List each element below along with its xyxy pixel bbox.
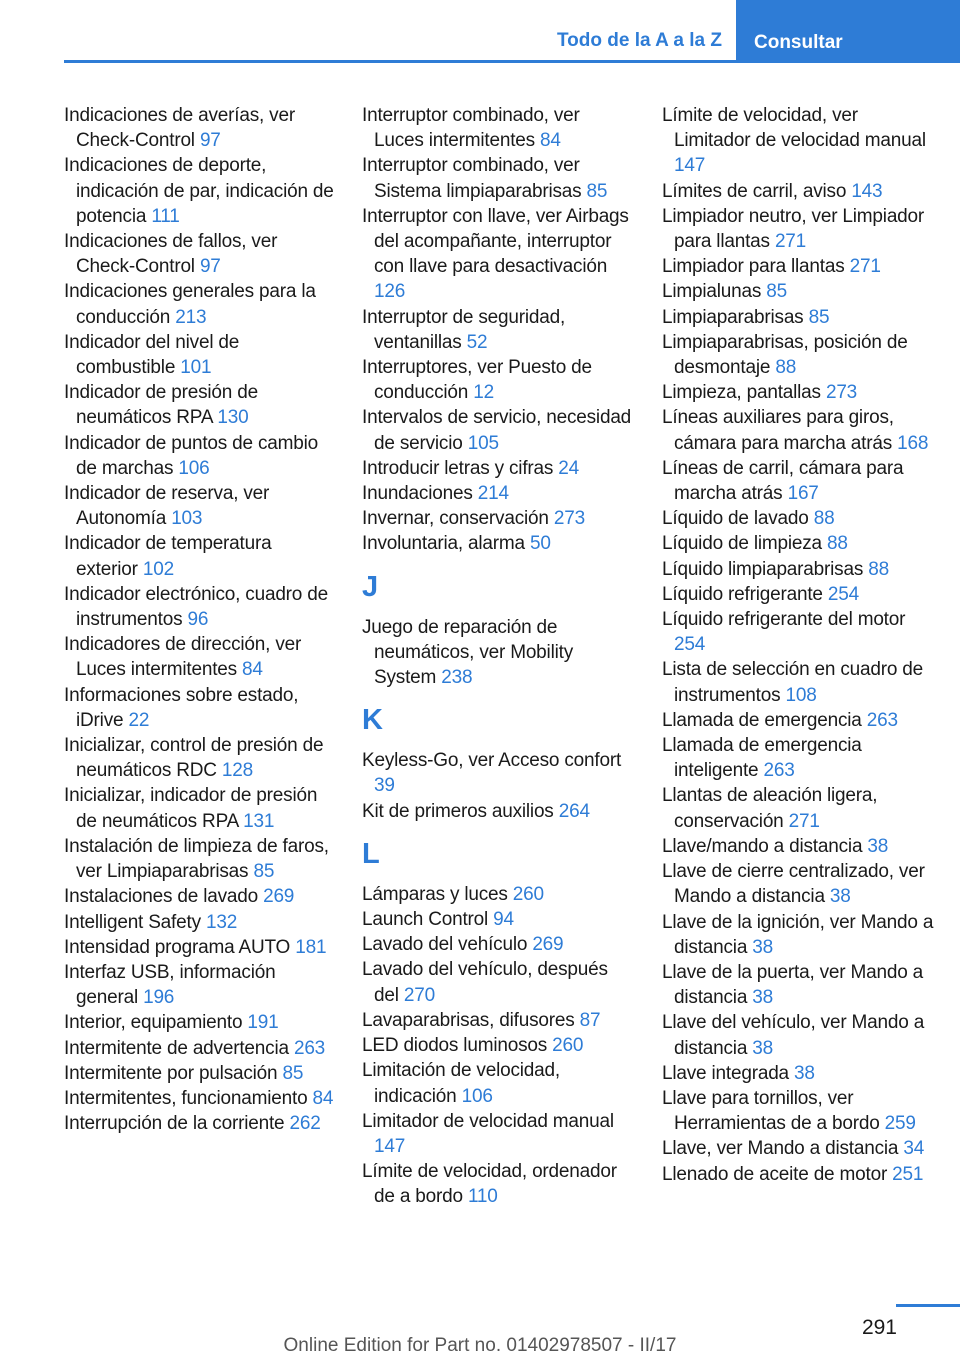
index-entry	[662, 1061, 934, 1086]
page-reference-link[interactable]: 110	[467, 1186, 498, 1208]
page-reference-link[interactable]: 52	[466, 331, 488, 353]
index-entry	[662, 1010, 934, 1060]
index-entry	[662, 834, 934, 859]
index-entry-text: Interruptor con llave, ver Airbags del acompañante, interruptor con llave para desactivación	[362, 205, 629, 278]
index-entry	[662, 960, 934, 1010]
page-reference-link[interactable]: 132	[205, 911, 238, 933]
page-reference-link[interactable]: 214	[477, 483, 509, 505]
index-entry-text: Intermitente de advertencia	[64, 1037, 289, 1059]
index-entry	[362, 1033, 634, 1058]
index-entry-text: Limpiaparabrisas	[662, 306, 804, 328]
page-reference-link[interactable]: 254	[674, 634, 706, 656]
index-entry	[362, 405, 634, 455]
page-reference-link[interactable]: 85	[253, 861, 275, 883]
index-entry	[64, 103, 336, 153]
index-entry	[362, 153, 634, 203]
index-entry-text: Indicaciones de fallos, ver Check-Control	[64, 231, 278, 278]
index-entry	[662, 279, 934, 304]
index-entry-text: Intermitente por pulsación	[64, 1062, 278, 1084]
index-entry	[64, 884, 336, 909]
page-reference-link[interactable]: 34	[903, 1138, 925, 1160]
index-entry-text: LED diodos luminosos	[362, 1035, 548, 1057]
index-entry	[662, 859, 934, 909]
index-entry-text: Introducir letras y cifras	[362, 457, 554, 479]
index-entry-text: Líneas de carril, cámara para marcha atrás	[662, 457, 904, 505]
index-entry	[362, 1008, 634, 1033]
index-entry-text: Llamada de emergencia	[662, 709, 862, 731]
page-reference-link[interactable]: 50	[529, 533, 551, 555]
page-reference-link[interactable]: 101	[180, 357, 212, 379]
page-reference-link[interactable]: 22	[128, 709, 150, 731]
page-reference-link[interactable]: 213	[175, 306, 207, 328]
page-reference-link[interactable]: 191	[247, 1012, 279, 1034]
index-entry-text: Líquido de limpieza	[662, 533, 822, 555]
index-entry	[362, 305, 634, 355]
index-entry-text: Llamada de emergencia inteligente	[662, 735, 862, 782]
index-entry-text: Indicador electrónico, cuadro de instrumentos	[64, 583, 328, 631]
index-entry-text: Llantas de aleación ligera, conservación	[662, 785, 878, 832]
index-entry-text: Llave del vehículo, ver Mando a distancia	[662, 1012, 925, 1059]
page-reference-link[interactable]: 181	[295, 936, 327, 958]
index-entry	[362, 481, 634, 506]
index-entry-text: Limpiador neutro, ver Limpiador para llantas	[662, 205, 925, 253]
index-entry-text: Indicador de presión de neumáticos RPA	[64, 382, 258, 429]
index-entry	[64, 733, 336, 783]
index-entry	[362, 748, 634, 798]
page-reference-link[interactable]: 128	[221, 760, 254, 782]
page-reference-link[interactable]: 167	[787, 483, 819, 505]
page-reference-link[interactable]: 254	[827, 583, 859, 605]
page-reference-link[interactable]: 251	[892, 1163, 924, 1185]
page-reference-link[interactable]: 102	[142, 558, 174, 580]
index-entry	[662, 531, 934, 556]
page-reference-link[interactable]: 38	[752, 936, 774, 958]
index-entry-text: Interruptores, ver Puesto de conducción	[362, 357, 592, 404]
index-entry-text: Llave/mando a distancia	[662, 835, 863, 857]
index-entry-text: Keyless-Go, ver Acceso confort	[362, 750, 622, 772]
index-entry-text: Limpieza, pantallas	[662, 382, 821, 404]
index-entry	[64, 582, 336, 632]
page-number-rule	[896, 1304, 960, 1307]
index-entry	[64, 632, 336, 682]
index-entry	[662, 582, 934, 607]
page-reference-link[interactable]: 38	[829, 886, 851, 908]
index-entry	[362, 1159, 634, 1209]
page-reference-link[interactable]: 85	[586, 180, 608, 202]
index-entry-text: Líquido limpiaparabrisas	[662, 558, 864, 580]
index-entry	[662, 103, 934, 179]
index-entry-text: Lámparas y luces	[362, 883, 508, 905]
index-entry	[64, 153, 336, 229]
index-entry	[64, 783, 336, 833]
index-entry-text: Límite de velocidad, ver Limitador de velocidad manual	[662, 105, 926, 152]
index-entry-text: Indicaciones de deporte, indicación de par, indicación de potencia	[64, 155, 334, 227]
index-entry-text: Interrupción de la corriente	[64, 1113, 285, 1135]
page-reference-link[interactable]: 38	[752, 1037, 774, 1059]
index-entry-text: Interruptor de seguridad, ventanillas	[362, 306, 566, 353]
index-entry	[362, 957, 634, 1007]
index-entry	[362, 615, 634, 691]
index-entry-text: Inicializar, indicador de presión de neumáticos RPA	[64, 785, 318, 832]
page-reference-link[interactable]: 38	[752, 987, 774, 1009]
index-entry	[64, 229, 336, 279]
page-reference-link[interactable]: 270	[403, 984, 435, 1006]
index-entry-text: Limpialunas	[662, 281, 762, 303]
index-entry	[64, 1061, 336, 1086]
index-entry	[662, 557, 934, 582]
index-entry	[362, 907, 634, 932]
index-entry-text: Kit de primeros auxilios	[362, 800, 554, 822]
index-entry-text: Llave para tornillos, ver Herramientas de a bordo	[662, 1087, 880, 1135]
index-entry-text: Inicializar, control de presión de neumáticos RDC	[64, 735, 324, 782]
index-entry	[64, 1010, 336, 1035]
index-entry-text: Juego de reparación de neumáticos, ver Mobility System	[362, 616, 573, 689]
index-entry	[662, 506, 934, 531]
page-reference-link[interactable]: 269	[263, 886, 295, 908]
index-entry	[362, 531, 634, 556]
index-entry-text: Indicador de reserva, ver Autonomía	[64, 483, 270, 530]
page-reference-link[interactable]: 38	[794, 1062, 815, 1084]
page-reference-link[interactable]: 24	[558, 457, 580, 479]
index-entry	[362, 456, 634, 481]
page-reference-link[interactable]: 131	[243, 810, 275, 832]
index-entry	[64, 380, 336, 430]
index-entry	[64, 330, 336, 380]
index-entry	[662, 330, 934, 380]
index-entry	[64, 960, 336, 1010]
index-entry	[662, 783, 934, 833]
index-entry-text: Lista de selección en cuadro de instrumentos	[662, 659, 924, 706]
index-entry	[362, 355, 634, 405]
page-reference-link[interactable]: 39	[374, 775, 395, 797]
index-entry	[64, 1111, 336, 1136]
page-reference-link[interactable]: 263	[293, 1037, 326, 1059]
page-reference-link[interactable]: 108	[785, 684, 817, 706]
index-entry-text: Líneas auxiliares para giros, cámara para marcha atrás	[662, 407, 894, 454]
index-entry-text: Llave de la puerta, ver Mando a distancia	[662, 961, 924, 1009]
page-reference-link[interactable]: 87	[579, 1009, 601, 1031]
index-entry-text: Límites de carril, aviso	[662, 180, 847, 202]
index-entry-text: Indicador del nivel de combustible	[64, 331, 240, 379]
index-entry	[662, 254, 934, 279]
index-entry-text: Informaciones sobre estado, iDrive	[64, 684, 299, 731]
index-entry	[662, 380, 934, 405]
index-entry	[362, 1109, 634, 1159]
index-entry-text: Limitador de velocidad manual	[362, 1110, 614, 1132]
page-reference-link[interactable]: 262	[289, 1113, 321, 1135]
index-entry-text: Interfaz USB, información general	[64, 961, 276, 1009]
page-reference-link[interactable]: 271	[849, 256, 881, 278]
index-entry-text: Límite de velocidad, ordenador de a bordo	[362, 1161, 617, 1208]
index-entry	[64, 481, 336, 531]
index-entry	[362, 1058, 634, 1108]
page-reference-link[interactable]: 85	[808, 306, 830, 328]
footer-edition: Online Edition for Part no. 01402978507 - II/17	[283, 1335, 677, 1356]
page-reference-link[interactable]: 168	[897, 432, 929, 454]
page-reference-link[interactable]: 263	[763, 760, 795, 782]
index-entry	[362, 882, 634, 907]
page-reference-link[interactable]: 96	[187, 609, 209, 631]
index-entry-text: Limpiaparabrisas, posición de desmontaje	[662, 331, 908, 379]
index-entry	[64, 1036, 336, 1061]
index-entry-text: Líquido refrigerante	[662, 583, 823, 605]
index-entry-text: Lavado del vehículo, después del	[362, 959, 608, 1006]
page-reference-link[interactable]: 263	[866, 709, 898, 731]
index-entry	[64, 279, 336, 329]
index-entry	[64, 1086, 336, 1111]
index-entry	[662, 179, 934, 204]
index-column-2	[362, 103, 634, 1210]
page-reference-link[interactable]: 88	[775, 357, 797, 379]
page-reference-link[interactable]: 147	[674, 155, 706, 177]
page-reference-link[interactable]: 143	[851, 180, 883, 202]
index-entry-text: Limitación de velocidad, indicación	[362, 1060, 560, 1107]
index-entry	[362, 506, 634, 531]
index-entry	[64, 683, 336, 733]
page-reference-link[interactable]: 97	[199, 130, 221, 152]
index-entry	[362, 103, 634, 153]
page-reference-link[interactable]: 259	[884, 1113, 916, 1135]
index-entry	[64, 910, 336, 935]
index-entry	[662, 405, 934, 455]
index-column-1	[64, 103, 336, 1136]
page-reference-link[interactable]: 84	[242, 659, 263, 681]
index-entry	[662, 1086, 934, 1136]
index-entry-text: Llave, ver Mando a distancia	[662, 1138, 899, 1160]
index-entry	[662, 305, 934, 330]
index-entry-text: Involuntaria, alarma	[362, 533, 525, 555]
page-reference-link[interactable]: 147	[374, 1135, 406, 1157]
index-entry-text: Interruptor combinado, ver Sistema limpiaparabrisas	[362, 155, 582, 202]
page-reference-link[interactable]: 38	[867, 835, 889, 857]
index-entry-text: Indicador de puntos de cambio de marchas	[64, 432, 319, 479]
index-entry-text: Intervalos de servicio, necesidad de servicio	[362, 407, 632, 454]
tab-consultar[interactable]: Consultar	[736, 0, 960, 60]
page-reference-link[interactable]: 130	[217, 407, 249, 429]
page-reference-link[interactable]: 105	[467, 432, 499, 454]
page-reference-link[interactable]: 238	[441, 667, 473, 689]
index-entry	[64, 935, 336, 960]
index-entry-text: Invernar, conservación	[362, 508, 549, 530]
index-entry-text: Instalaciones de lavado	[64, 886, 258, 908]
page-reference-link[interactable]: 84	[540, 130, 561, 152]
index-entry-text: Indicadores de dirección, ver Luces intermitentes	[64, 634, 302, 681]
index-entry-text: Indicaciones de averías, ver Check-Control	[64, 105, 295, 152]
index-entry	[64, 531, 336, 581]
header-rule	[64, 60, 960, 63]
page-reference-link[interactable]: 271	[788, 810, 820, 832]
index-entry	[662, 708, 934, 733]
index-entry-text: Lavado del vehículo	[362, 934, 528, 956]
index-entry	[662, 1136, 934, 1161]
page-reference-link[interactable]: 106	[461, 1085, 493, 1107]
index-entry	[662, 657, 934, 707]
page-header	[557, 0, 960, 60]
index-entry-text: Interior, equipamiento	[64, 1012, 243, 1034]
index-entry-text: Líquido de lavado	[662, 508, 809, 530]
index-entry	[362, 799, 634, 824]
index-entry	[64, 431, 336, 481]
page-reference-link[interactable]: 85	[766, 281, 788, 303]
index-entry	[662, 1162, 934, 1187]
index-entry-text: Intelligent Safety	[64, 911, 201, 933]
index-letter-heading: L	[362, 837, 380, 870]
index-entry-text: Lavaparabrisas, difusores	[362, 1009, 575, 1031]
index-entry-text: Indicador de temperatura exterior	[64, 533, 272, 580]
page-reference-link[interactable]: 97	[199, 256, 221, 278]
page-reference-link[interactable]: 103	[171, 508, 203, 530]
index-entry	[662, 204, 934, 254]
index-entry-text: Llave de la ignición, ver Mando a distancia	[662, 911, 934, 958]
page-reference-link[interactable]: 271	[774, 231, 807, 253]
page-reference-link[interactable]: 111	[151, 205, 180, 227]
index-entry	[662, 910, 934, 960]
index-entry-text: Interruptor combinado, ver Luces intermitentes	[362, 105, 580, 152]
index-entry	[662, 456, 934, 506]
page-reference-link[interactable]: 85	[282, 1062, 304, 1084]
page-reference-link[interactable]: 88	[868, 558, 889, 580]
index-entry	[662, 607, 934, 657]
index-entry-text: Launch Control	[362, 909, 489, 931]
page-reference-link[interactable]: 88	[827, 533, 848, 555]
index-letter-heading: J	[362, 570, 379, 603]
page-reference-link[interactable]: 12	[473, 382, 494, 404]
index-entry-text: Llave de cierre centralizado, ver Mando a distancia	[662, 861, 925, 908]
page-reference-link[interactable]: 273	[825, 382, 858, 404]
page-reference-link[interactable]: 264	[558, 800, 590, 822]
index-entry	[362, 204, 634, 305]
index-entry-text: Intensidad programa AUTO	[64, 936, 291, 958]
index-entry-text: Intermitentes, funcionamiento	[64, 1087, 308, 1109]
index-letter-heading: K	[362, 704, 383, 737]
index-entry-text: Inundaciones	[362, 483, 473, 505]
page-reference-link[interactable]: 269	[532, 934, 564, 956]
index-entry	[362, 932, 634, 957]
page-reference-link[interactable]: 84	[312, 1087, 334, 1109]
index-entry-text: Instalación de limpieza de faros, ver Limpiaparabrisas	[64, 835, 329, 883]
index-entry-text: Llave integrada	[662, 1062, 789, 1084]
page-reference-link[interactable]: 106	[178, 457, 210, 479]
page-reference-link[interactable]: 273	[553, 508, 585, 530]
index-entry	[64, 834, 336, 884]
page-reference-link[interactable]: 88	[813, 508, 835, 530]
index-entry-text: Llenado de aceite de motor	[662, 1163, 888, 1185]
index-column-3	[662, 103, 934, 1187]
index-entry-text: Líquido refrigerante del motor	[662, 609, 906, 631]
index-entry-text: Limpiador para llantas	[662, 256, 845, 278]
index-entry-text: Indicaciones generales para la conducción	[64, 281, 316, 328]
page-reference-link[interactable]: 126	[374, 281, 406, 303]
page-reference-link[interactable]: 260	[512, 883, 544, 905]
section-link[interactable]: Todo de la A a la Z	[556, 30, 722, 51]
index-entry	[662, 733, 934, 783]
page-reference-link[interactable]: 94	[493, 909, 514, 931]
page-number: 291	[861, 1316, 897, 1339]
page-reference-link[interactable]: 260	[552, 1035, 584, 1057]
page-reference-link[interactable]: 196	[143, 987, 175, 1009]
